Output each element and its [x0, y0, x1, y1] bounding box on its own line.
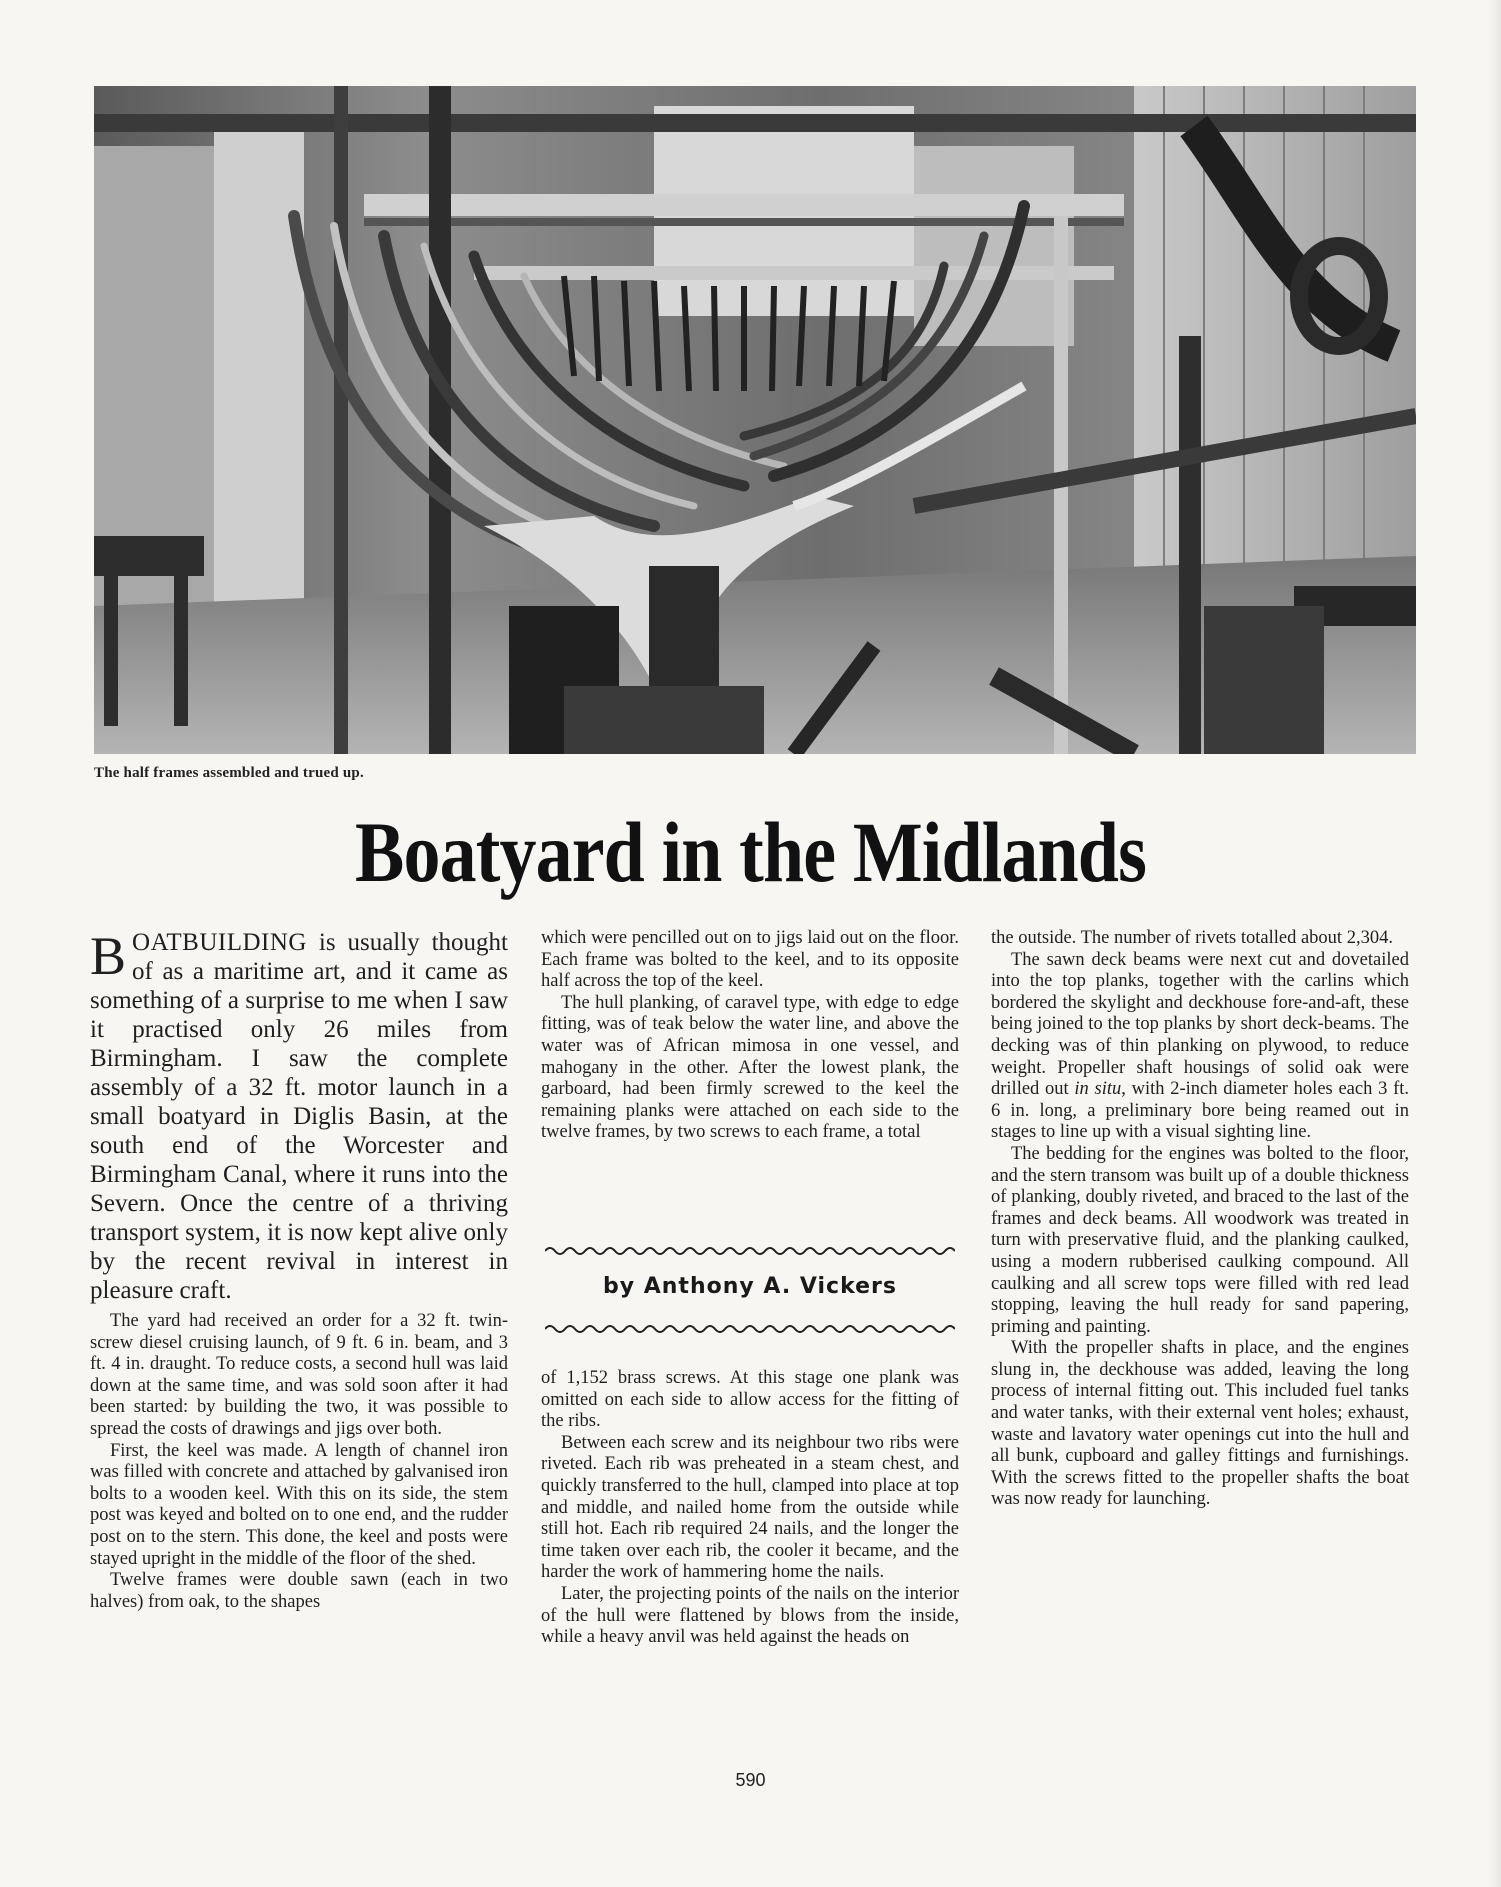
column-1: [90, 928, 508, 1613]
paragraph: Twelve frames were double sawn (each in two halves) from oak, to the shapes: [90, 1570, 508, 1612]
lead-text: is usually thought of as a maritime art, and it came as something of a surprise to me when I saw it practised only 26 miles from Birmingham. I saw the complete assembly of a 32 ft. motor launch in a small boatyard in Diglis Basin, at the south end of the Worcester and Birmingham Canal, where it runs into the Severn. Once the centre of a thriving transport system, it is now kept alive only by the recent revival in interest in pleasure craft.: [90, 929, 509, 1304]
paragraph: [991, 950, 1409, 1144]
boatyard-photo: [94, 86, 1416, 754]
text-run: , with 2-inch diameter holes each 3 ft. 6 in. long, a preliminary bore being reamed out in stages to line up with a visual sighting line.: [991, 1079, 1409, 1143]
article-headline: Boatyard in the Midlands: [354, 804, 1147, 900]
paragraph: Later, the projecting points of the nails on the interior of the hull were flattened by blows from the inside, while a heavy anvil was held against the heads on: [541, 1583, 959, 1648]
paragraph: With the propeller shafts in place, and the engines slung in, the deckhouse was added, leaving the long process of internal fitting out. This included fuel tanks and water tanks, with their external vent holes; exhaust, waste and lavatory water openings cut into the hull and all bunk, cupboard and galley fittings and furnishings. With the screws fitted to the propeller shafts the boat was now ready for launching.: [991, 1338, 1409, 1510]
paragraph: the outside. The number of rivets totalled about 2,304.: [991, 928, 1393, 948]
paragraph: Between each screw and its neighbour two ribs were riveted. Each rib was preheated in a steam chest, and quickly transferred to the hull, clamped into place at top and middle, and nailed home from the outside while still hot. Each rib required 24 nails, and the longer the time taken over each rib, the cooler it became, and the harder the work of hammering home the nails.: [541, 1432, 959, 1583]
photo-caption: The half frames assembled and trued up.: [94, 765, 364, 781]
page-number: 590: [735, 1770, 766, 1790]
article-byline: by Anthony A. Vickers: [603, 1274, 897, 1299]
lead-word: OATBUILDING: [132, 929, 307, 956]
byline-box: [545, 1244, 955, 1344]
column-3: [991, 928, 1409, 1511]
paragraph: which were pencilled out on to jigs laid out on the floor. Each frame was bolted to the keel, and to its opposite half across the top of the keel.: [541, 928, 959, 992]
boat-frames-image: [94, 86, 1416, 754]
italic-phrase: in situ: [1074, 1079, 1122, 1100]
paragraph: The hull planking, of caravel type, with edge to edge fitting, was of teak below the water line, and above the water was of African mimosa in one vessel, and mahogany in the other. After the lowest plank, the garboard, had been firmly screwed to the keel the remaining planks were attached on each side to the twelve frames, by two screws to each frame, a total: [541, 992, 959, 1143]
text-run: The sawn deck beams were next cut and dovetailed into the top planks, together with the carlins which bordered the skylight and deckhouse fore-and-aft, these being joined to the top planks by short deck-beams. The decking was of thin planking on plywood, to reduce weight. Propeller shaft housings of solid oak were drilled out: [991, 949, 1409, 1100]
wave-rule-top: [545, 1244, 955, 1258]
lead-paragraph: [90, 928, 508, 1305]
paragraph: The yard had received an order for a 32 ft. twin-screw diesel cruising launch, of 9 ft. 6 in. beam, and 3 ft. 4 in. draught. To reduce costs, a second hull was laid down at the same time, and was sold soon after it had been started: by building the two, it was possible to spread the costs of drawings and jigs over both.: [90, 1311, 508, 1439]
drop-cap: B: [90, 926, 127, 986]
column-2-bottom: [541, 1368, 959, 1649]
page-edge: [1487, 0, 1501, 1887]
paragraph: The bedding for the engines was bolted to the floor, and the stern transom was built up of a double thickness of planking, doubly riveted, and braced to the last of the frames and deck beams. All woodwork was treated in turn with preservative fluid, and the planking caulked, using a modern rubberised caulking compound. All caulking and all screw tops were filled with red lead stopping, leaving the hull ready for sand papering, priming and painting.: [991, 1143, 1409, 1337]
wave-rule-bottom: [545, 1322, 955, 1336]
paragraph: of 1,152 brass screws. At this stage one plank was omitted on each side to allow access for the fitting of the ribs.: [541, 1368, 959, 1432]
column-2-top: [541, 928, 959, 1144]
paragraph: First, the keel was made. A length of channel iron was filled with concrete and attached by galvanised iron bolts to a wooden keel. With this on its side, the stem post was keyed and bolted on to one end, and the rudder post on to the stern. This done, the keel and posts were stayed upright in the middle of the floor of the shed.: [90, 1440, 508, 1569]
